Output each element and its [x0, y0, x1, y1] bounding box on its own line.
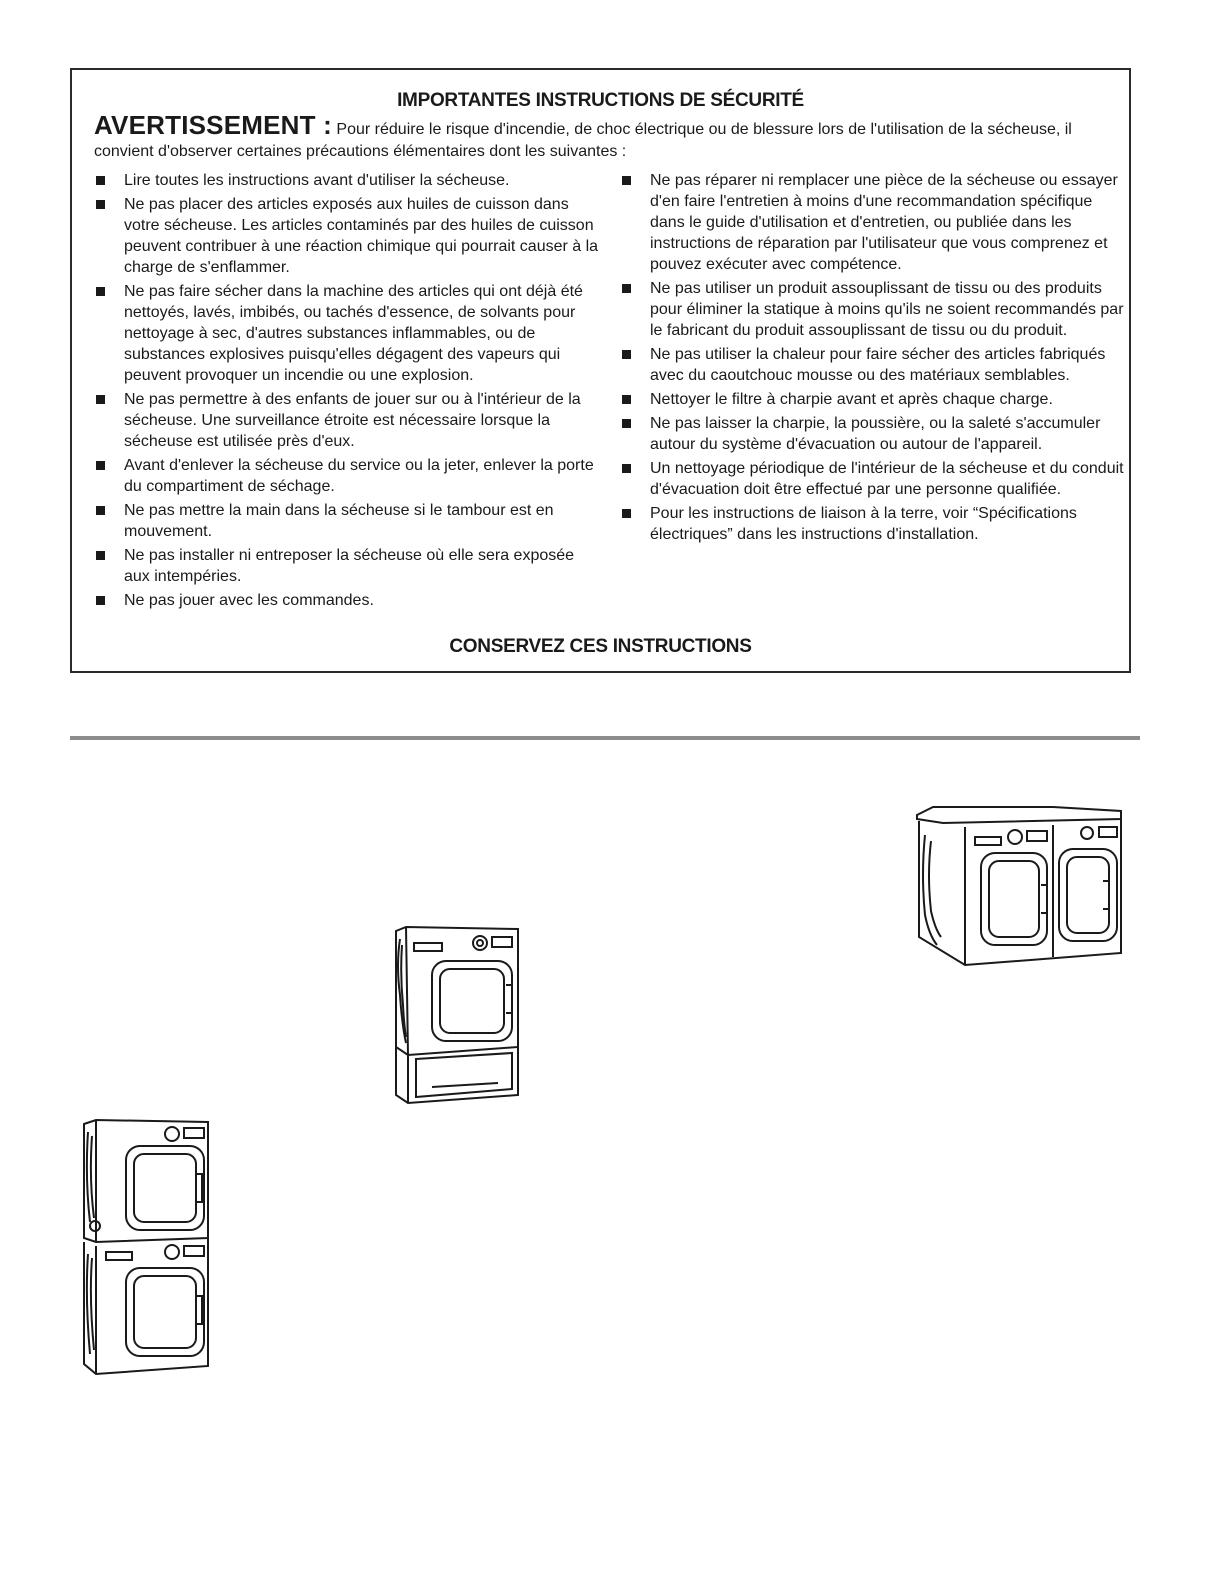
- save-instructions-footer: CONSERVEZ CES INSTRUCTIONS: [449, 636, 752, 657]
- list-item: [620, 389, 1130, 410]
- list-item-text: Ne pas faire sécher dans la machine des articles qui ont déjà été nettoyés, lavés, imbibés, ou tachés d'essence, de solvants pour nettoyage à sec, d'autres substances inflammables, ou de substances explosives puisqu'elles dégagent des vapeurs qui peuvent provoquer un incendie ou une explosion.: [124, 283, 583, 384]
- list-item: [620, 278, 1130, 341]
- square-bullet-icon: [622, 176, 631, 185]
- washer-dryer-pair-icon: [915, 805, 1125, 970]
- list-item-text: Ne pas jouer avec les commandes.: [124, 592, 374, 609]
- safety-instructions-box: [70, 68, 1131, 673]
- square-bullet-icon: [96, 596, 105, 605]
- right-instruction-list: [620, 170, 1130, 548]
- list-item: [94, 545, 599, 587]
- warning-paragraph: [94, 110, 1114, 163]
- warning-label: AVERTISSEMENT :: [94, 110, 332, 140]
- square-bullet-icon: [96, 551, 105, 560]
- list-item-text: Avant d'enlever la sécheuse du service ou la jeter, enlever la porte du compartiment de séchage.: [124, 457, 594, 495]
- square-bullet-icon: [622, 509, 631, 518]
- list-item: [94, 590, 599, 611]
- list-item: [620, 170, 1130, 275]
- list-item-text: Lire toutes les instructions avant d'utiliser la sécheuse.: [124, 172, 510, 189]
- list-item-text: Un nettoyage périodique de l'intérieur de la sécheuse et du conduit d'évacuation doit être effectué par une personne qualifiée.: [650, 460, 1124, 498]
- safety-title: IMPORTANTES INSTRUCTIONS DE SÉCURITÉ: [397, 90, 804, 111]
- warning-text: Pour réduire le risque d'incendie, de choc électrique ou de blessure lors de l'utilisation de la sécheuse, il convient d'observer certaines précautions élémentaires dont les suivantes :: [94, 121, 1072, 160]
- list-item-text: Ne pas permettre à des enfants de jouer sur ou à l'intérieur de la sécheuse. Une surveillance étroite est nécessaire lorsque la sécheuse est utilisée près d'eux.: [124, 391, 581, 450]
- square-bullet-icon: [96, 395, 105, 404]
- list-item-text: Nettoyer le filtre à charpie avant et après chaque charge.: [650, 391, 1053, 408]
- square-bullet-icon: [96, 461, 105, 470]
- list-item-text: Pour les instructions de liaison à la terre, voir “Spécifications électriques” dans les instructions d'installation.: [650, 505, 1077, 543]
- square-bullet-icon: [622, 464, 631, 473]
- square-bullet-icon: [622, 284, 631, 293]
- dryer-on-pedestal-icon: [392, 925, 522, 1105]
- square-bullet-icon: [96, 200, 105, 209]
- list-item: [94, 389, 599, 452]
- list-item: [620, 413, 1130, 455]
- square-bullet-icon: [96, 506, 105, 515]
- list-item-text: Ne pas réparer ni remplacer une pièce de la sécheuse ou essayer d'en faire l'entretien à moins d'une recommandation spécifique dans le guide d'utilisation et d'entretien, ou publiée dans les instructions de réparation par l'utilisateur que vous comprenez et pouvez exécuter avec compétence.: [650, 172, 1118, 273]
- list-item-text: Ne pas installer ni entreposer la sécheuse où elle sera exposée aux intempéries.: [124, 547, 575, 585]
- list-item: [620, 344, 1130, 386]
- list-item: [94, 194, 599, 278]
- list-item-text: Ne pas laisser la charpie, la poussière, ou la saleté s'accumuler autour du système d'évacuation ou autour de l'appareil.: [650, 415, 1101, 453]
- list-item: [94, 500, 599, 542]
- list-item: [620, 458, 1130, 500]
- list-item-text: Ne pas utiliser un produit assouplissant de tissu ou des produits pour éliminer la statique à moins qu'ils ne soient recommandés par le fabricant du produit assouplissant de tissu ou du produit.: [650, 280, 1124, 339]
- square-bullet-icon: [96, 287, 105, 296]
- square-bullet-icon: [622, 395, 631, 404]
- left-instruction-list: [94, 170, 599, 614]
- list-item-text: Ne pas utiliser la chaleur pour faire sécher des articles fabriqués avec du caoutchouc mousse ou des matériaux semblables.: [650, 346, 1106, 384]
- list-item-text: Ne pas mettre la main dans la sécheuse si le tambour est en mouvement.: [124, 502, 554, 540]
- square-bullet-icon: [622, 419, 631, 428]
- square-bullet-icon: [622, 350, 631, 359]
- list-item: [620, 503, 1130, 545]
- stacked-washer-dryer-icon: [82, 1118, 212, 1378]
- list-item: [94, 455, 599, 497]
- list-item-text: Ne pas placer des articles exposés aux huiles de cuisson dans votre sécheuse. Les articles contaminés par des huiles de cuisson peuvent contribuer à une réaction chimique qui pourrait causer à la charge de s'enflammer.: [124, 196, 599, 276]
- section-divider: [70, 736, 1140, 740]
- list-item: [94, 170, 599, 191]
- square-bullet-icon: [96, 176, 105, 185]
- list-item: [94, 281, 599, 386]
